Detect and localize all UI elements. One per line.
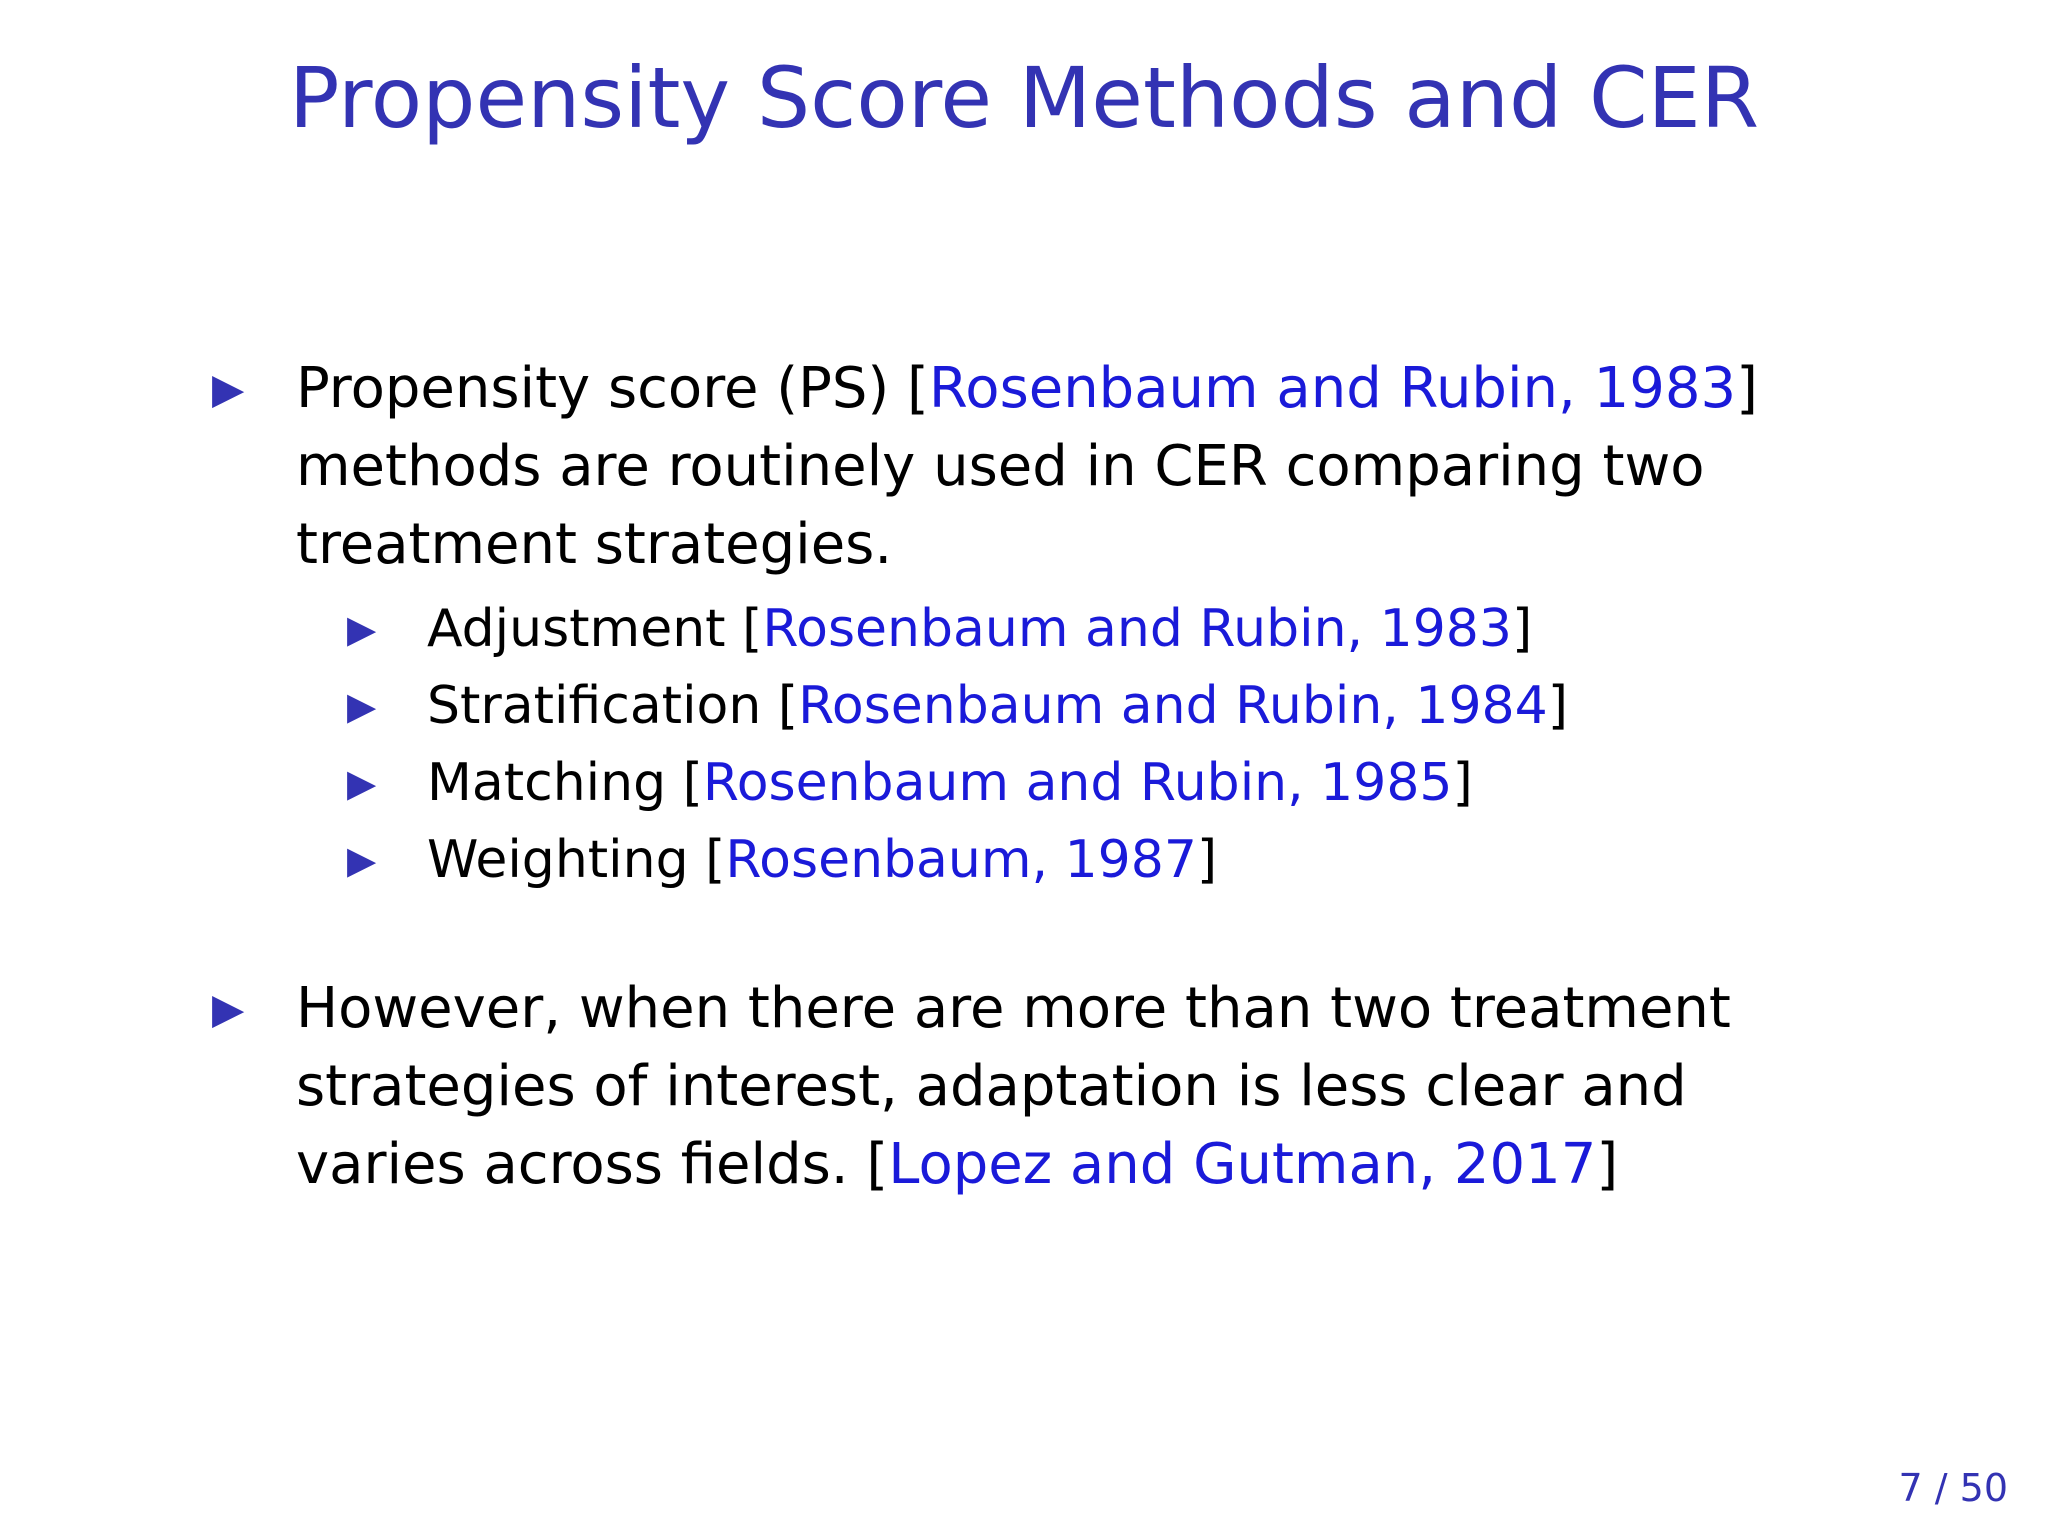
bullet-text-before: Matching [ xyxy=(427,753,703,813)
sub-bullet-text xyxy=(427,745,1473,821)
citation-link[interactable]: Rosenbaum and Rubin, 1983 xyxy=(762,599,1512,659)
bullet-propensity-score xyxy=(212,350,1852,584)
triangle-bullet-icon: ▶ xyxy=(347,684,377,728)
triangle-bullet-icon: ▶ xyxy=(212,364,245,413)
citation-link[interactable]: Lopez and Gutman, 2017 xyxy=(888,1132,1597,1197)
triangle-bullet-icon: ▶ xyxy=(347,761,377,805)
citation-link[interactable]: Rosenbaum, 1987 xyxy=(725,830,1197,890)
bullet-text-before: Stratification [ xyxy=(427,676,799,736)
citation-link[interactable]: Rosenbaum and Rubin, 1983 xyxy=(928,356,1737,421)
sub-bullet-stratification xyxy=(347,668,1568,744)
sub-bullet-text xyxy=(427,591,1532,667)
citation-link[interactable]: Rosenbaum and Rubin, 1984 xyxy=(798,676,1548,736)
triangle-bullet-icon: ▶ xyxy=(347,838,377,882)
bullet-text-before: Weighting [ xyxy=(427,830,726,890)
triangle-bullet-icon: ▶ xyxy=(347,607,377,651)
bullet-text xyxy=(296,970,1852,1204)
triangle-bullet-icon: ▶ xyxy=(212,984,245,1033)
bullet-text-after: ] xyxy=(1452,753,1473,813)
bullet-text-before: Propensity score (PS) [ xyxy=(296,356,929,421)
sub-bullet-weighting xyxy=(347,822,1217,898)
bullet-text-after: ] xyxy=(1596,1132,1619,1197)
bullet-however xyxy=(212,970,1852,1204)
bullet-text-before: Adjustment [ xyxy=(427,599,763,659)
bullet-text xyxy=(296,350,1852,584)
bullet-text-after: ] methods are routinely used in CER comparing two treatment strategies. xyxy=(296,356,1759,577)
sub-bullet-adjustment xyxy=(347,591,1532,667)
bullet-text-before: However, when there are more than two treatment strategies of interest, adaptation is less clear and varies across fields. [ xyxy=(296,976,1731,1197)
bullet-text-after: ] xyxy=(1196,830,1218,890)
slide-title: Propensity Score Methods and CER xyxy=(288,49,1760,147)
bullet-text-after: ] xyxy=(1547,676,1568,736)
page-number: 7 / 50 xyxy=(1898,1466,2008,1510)
sub-bullet-text xyxy=(427,668,1568,744)
bullet-text-after: ] xyxy=(1511,599,1533,659)
sub-bullet-matching xyxy=(347,745,1473,821)
citation-link[interactable]: Rosenbaum and Rubin, 1985 xyxy=(702,753,1453,813)
sub-bullet-text xyxy=(427,822,1217,898)
